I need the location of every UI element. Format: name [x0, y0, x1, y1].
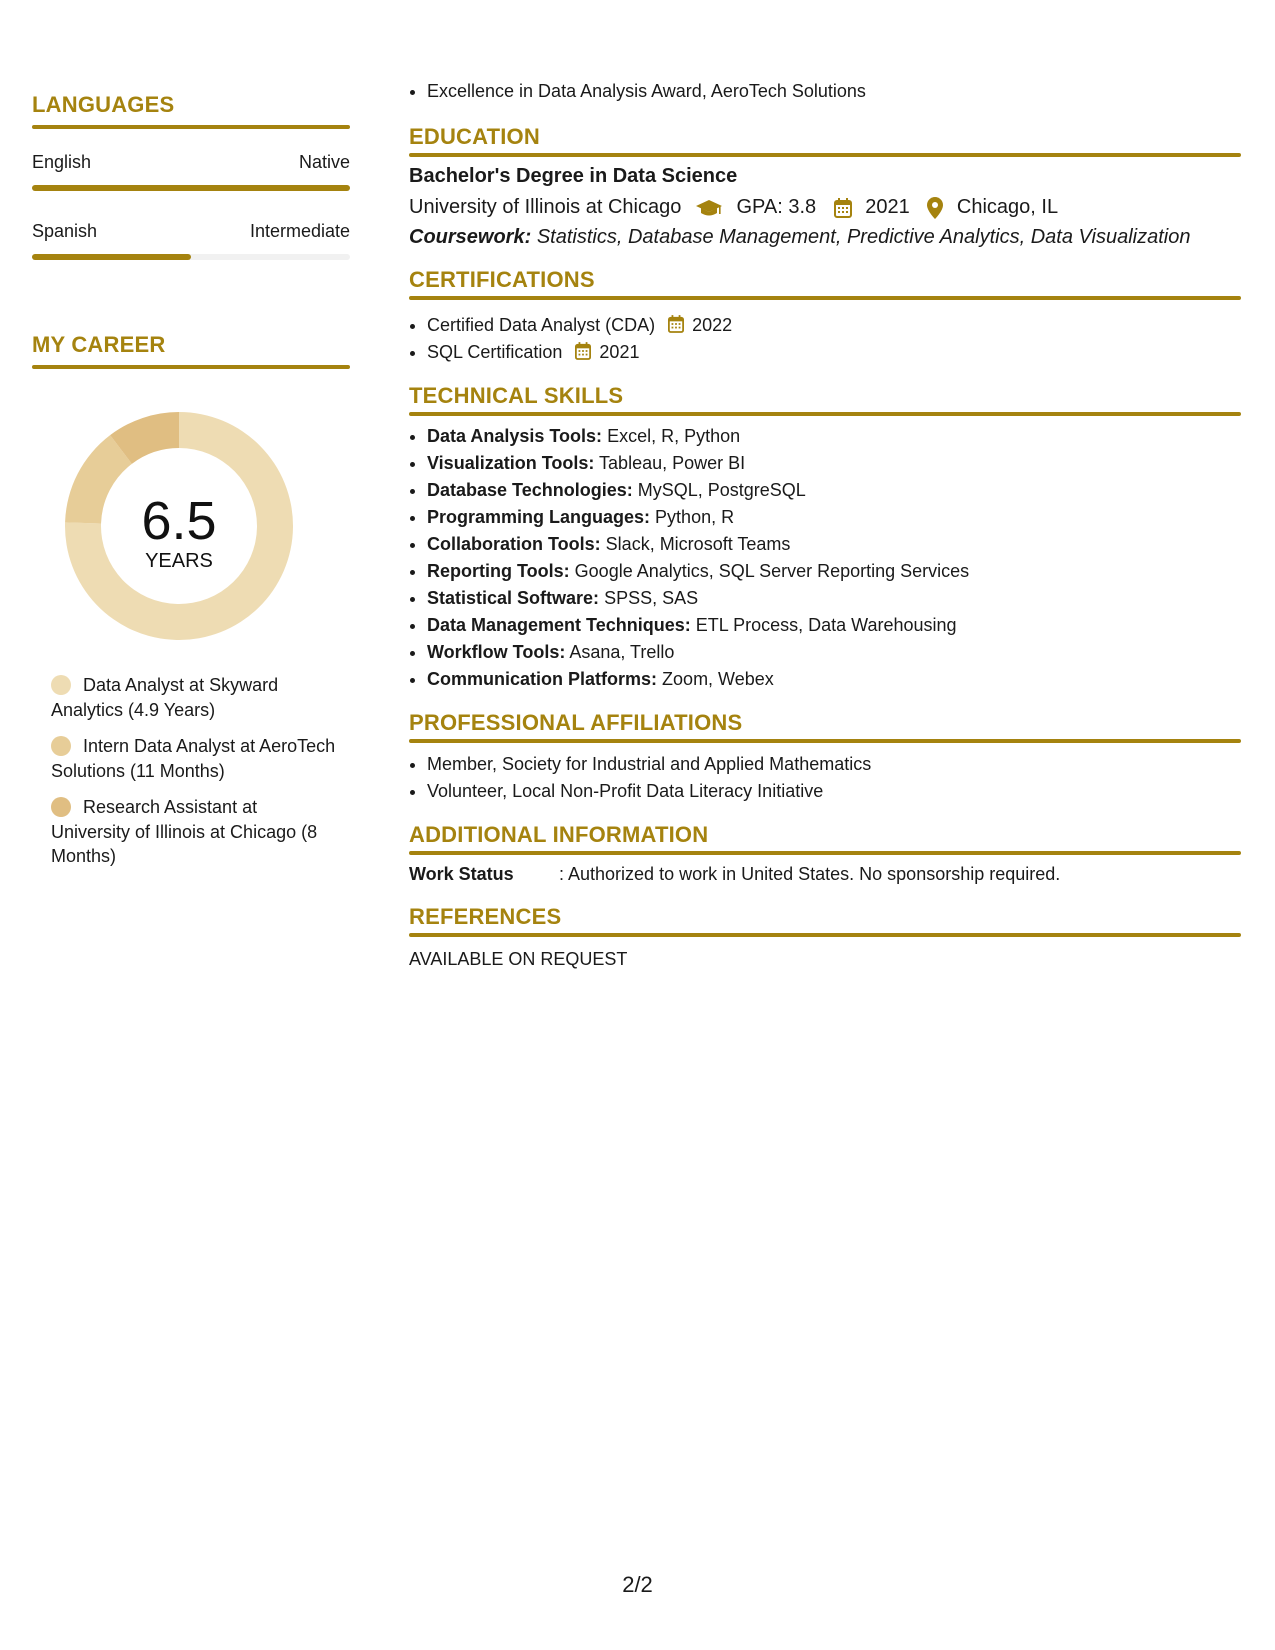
skills-rule [409, 412, 1241, 416]
skill-label: Database Technologies: [427, 480, 633, 500]
skill-value: Tableau, Power BI [599, 453, 746, 473]
languages-rule [32, 125, 350, 129]
skill-value: ETL Process, Data Warehousing [695, 615, 957, 635]
certifications-list [409, 312, 732, 366]
skill-value: Google Analytics, SQL Server Reporting Services [574, 561, 970, 581]
skill-label: Collaboration Tools: [427, 534, 601, 554]
work-status-value: : Authorized to work in United States. No sponsorship required. [559, 864, 1061, 884]
skill-value: Excel, R, Python [607, 426, 741, 446]
language-bar [32, 254, 350, 260]
skill-item [427, 666, 969, 693]
location-pin-icon [927, 197, 943, 219]
legend-label: Data Analyst at Skyward Analytics (4.9 Years) [51, 675, 279, 720]
language-name: Spanish [32, 221, 98, 241]
education-rule [409, 153, 1241, 157]
calendar-icon [668, 315, 684, 333]
skill-label: Communication Platforms: [427, 669, 658, 689]
education-degree: Bachelor's Degree in Data Science [409, 165, 738, 187]
affiliations-heading: PROFESSIONAL AFFILIATIONS [409, 710, 743, 735]
certification-year: 2022 [692, 315, 733, 335]
certification-name: SQL Certification [427, 342, 563, 362]
career-legend [51, 673, 341, 869]
career-total-value: 6.5 [141, 491, 217, 551]
education-gpa: GPA: 3.8 [736, 196, 817, 218]
education-school: University of Illinois at Chicago [409, 196, 682, 218]
skill-item [427, 639, 969, 666]
language-level: Native [298, 152, 350, 172]
career-rule [32, 365, 350, 369]
certification-name: Certified Data Analyst (CDA) [427, 315, 656, 335]
skill-label: Visualization Tools: [427, 453, 595, 473]
skill-value: MySQL, PostgreSQL [637, 480, 806, 500]
coursework-text: Statistics, Database Management, Predictive Analytics, Data Visualization [536, 226, 1191, 248]
skill-label: Data Management Techniques: [427, 615, 691, 635]
career-legend-item [51, 673, 341, 722]
skill-item [427, 585, 969, 612]
language-name: English [32, 152, 92, 172]
certification-year: 2021 [599, 342, 640, 362]
education-details [409, 196, 1058, 219]
skills-list [409, 423, 969, 693]
graduation-cap-icon [695, 198, 723, 218]
skill-item [427, 504, 969, 531]
career-legend-item [51, 734, 341, 783]
language-level: Intermediate [249, 221, 350, 241]
skill-item [427, 612, 969, 639]
skill-value: Asana, Trello [569, 642, 675, 662]
language-bar-fill [32, 254, 191, 260]
certifications-rule [409, 296, 1241, 300]
awards-list [409, 78, 866, 105]
language-bar [32, 185, 350, 191]
language-bar-fill [32, 185, 350, 191]
education-coursework [409, 226, 1190, 249]
calendar-icon [575, 342, 591, 360]
legend-label: Intern Data Analyst at AeroTech Solutions (11 Months) [51, 736, 336, 781]
language-item-english [32, 152, 350, 191]
skills-heading: TECHNICAL SKILLS [409, 383, 624, 408]
skill-label: Statistical Software: [427, 588, 600, 608]
skill-value: Slack, Microsoft Teams [605, 534, 791, 554]
skill-item [427, 558, 969, 585]
skill-label: Data Analysis Tools: [427, 426, 603, 446]
affiliations-rule [409, 739, 1241, 743]
references-text: AVAILABLE ON REQUEST [409, 949, 628, 969]
references-rule [409, 933, 1241, 937]
skill-item [427, 450, 969, 477]
skill-label: Workflow Tools: [427, 642, 566, 662]
career-heading: MY CAREER [32, 332, 166, 357]
work-status-row [409, 864, 1060, 885]
affiliation-item: • Member, Society for Industrial and Applied Mathematics [427, 751, 871, 778]
references-heading: REFERENCES [409, 904, 562, 929]
skill-value: Python, R [655, 507, 735, 527]
skill-value: Zoom, Webex [662, 669, 774, 689]
skill-item [427, 531, 969, 558]
languages-heading: LANGUAGES [32, 92, 175, 117]
skill-value: SPSS, SAS [604, 588, 699, 608]
skill-label: Programming Languages: [427, 507, 651, 527]
career-total-unit: YEARS [145, 550, 213, 572]
coursework-label: Coursework: [409, 226, 532, 248]
career-donut-chart [59, 406, 299, 646]
additional-rule [409, 851, 1241, 855]
legend-swatch [51, 797, 71, 817]
certifications-heading: CERTIFICATIONS [409, 267, 595, 292]
education-heading: EDUCATION [409, 124, 540, 149]
additional-heading: ADDITIONAL INFORMATION [409, 822, 709, 847]
work-status-label: Work Status [409, 864, 514, 884]
legend-swatch [51, 675, 71, 695]
calendar-icon [834, 198, 852, 218]
award-item: • Excellence in Data Analysis Award, AeroTech Solutions [427, 78, 866, 105]
education-year: 2021 [865, 196, 910, 218]
language-item-spanish [32, 221, 350, 260]
affiliation-item: • Volunteer, Local Non-Profit Data Literacy Initiative [427, 778, 871, 805]
career-legend-item [51, 795, 341, 869]
certification-item [427, 339, 732, 366]
legend-label: Research Assistant at University of Illinois at Chicago (8 Months) [51, 797, 318, 866]
skill-item [427, 477, 969, 504]
skill-label: Reporting Tools: [427, 561, 570, 581]
certification-item [427, 312, 732, 339]
affiliations-list [409, 751, 871, 805]
legend-swatch [51, 736, 71, 756]
education-location: Chicago, IL [956, 196, 1059, 218]
skill-item [427, 423, 969, 450]
page-number: 2/2 [622, 1572, 653, 1597]
